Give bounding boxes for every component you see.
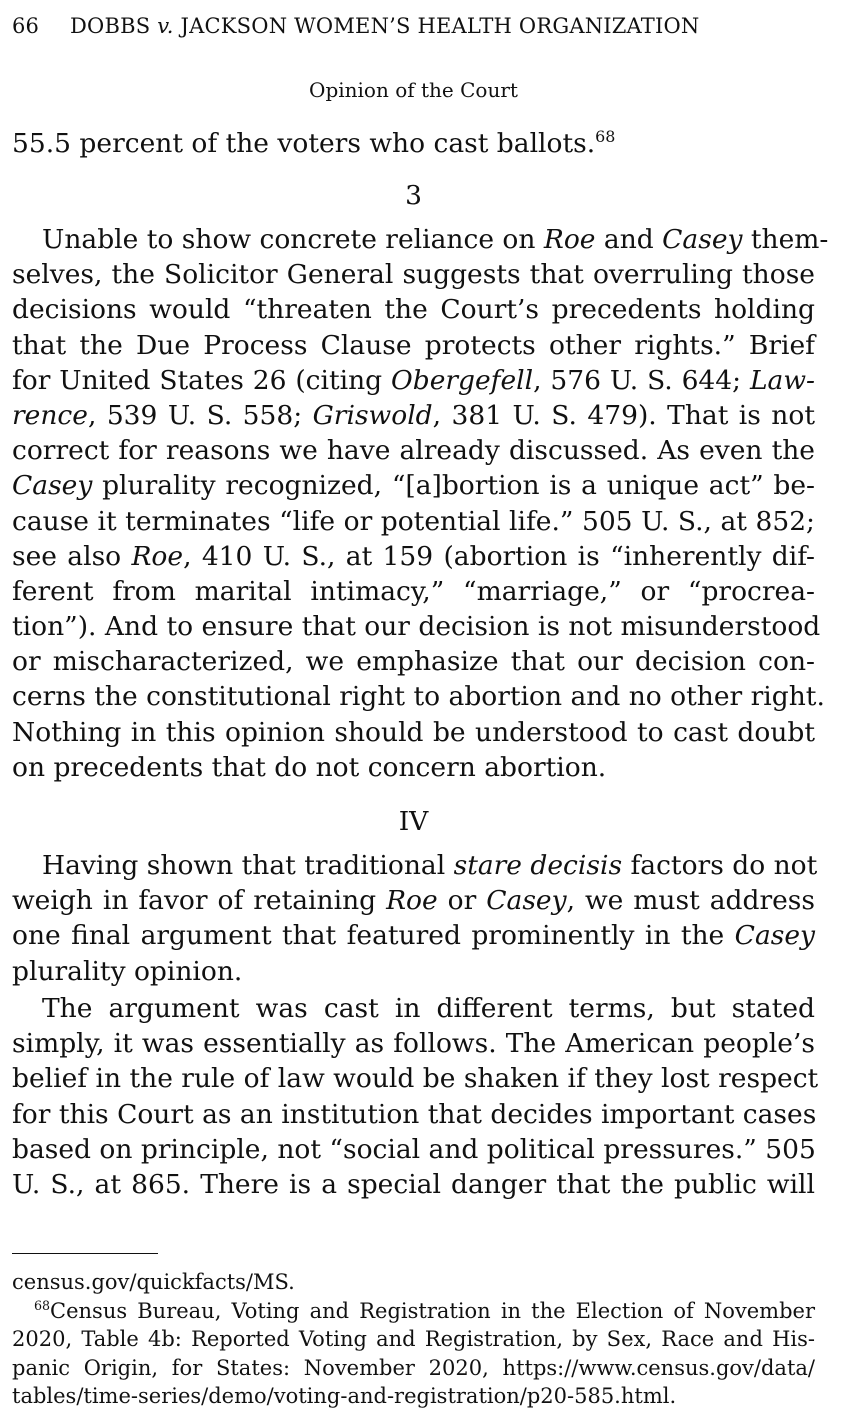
para1-line-4: that the Due Process Clause protects other rights.” Brief: [12, 329, 815, 361]
text: , we must address: [566, 885, 815, 917]
footnote-ref-68: 68: [595, 127, 616, 147]
paragraph-stare-decisis: [12, 848, 818, 989]
para1-line-11: ferent from marital intimacy,” “marriage,” or “procrea-: [12, 575, 815, 607]
para1-line-15: Nothing in this opinion should be understood to cast doubt: [12, 716, 815, 748]
para1-line-8: [12, 468, 815, 503]
text: factors do not: [622, 850, 818, 881]
para1-line-3: decisions would “threaten the Court’s precedents holding: [12, 294, 815, 326]
case-citation: Obergefell: [391, 364, 534, 396]
opinion-subtitle: Opinion of the Court: [309, 78, 518, 102]
case-citation: Casey: [12, 470, 93, 502]
footnote-68-line-4: tables/time-series/demo/voting-and-registration/p20-585.html.: [12, 1384, 677, 1409]
intro-text: 55.5 percent of the voters who cast ballots.: [12, 128, 596, 159]
case-citation: Roe: [131, 540, 184, 572]
case-citation: Law-: [749, 364, 815, 396]
case-citation: rence: [12, 399, 88, 431]
para2-line-3: [12, 918, 815, 953]
para1-line-2: selves, the Solicitor General suggests that overruling those: [12, 259, 815, 291]
page-number: 66: [12, 14, 40, 38]
para2-line-4: plurality opinion.: [12, 955, 243, 987]
para1-line-6: [12, 398, 815, 433]
para1-line-9: cause it terminates “life or potential life.” 505 U. S., at 852;: [12, 505, 815, 537]
text: for United States 26 (citing: [12, 364, 391, 396]
case-citation: Casey: [662, 224, 743, 255]
para2-line-2: [12, 883, 815, 918]
paragraph-argument: [12, 991, 819, 1202]
text: , 410 U. S., at 159 (abortion is “inherently dif-: [183, 540, 816, 572]
para1-line-1: [12, 222, 829, 257]
section-heading-IV: IV: [398, 806, 429, 837]
text: , 381 U. S. 479). That is not: [432, 399, 815, 431]
case-citation: Casey: [734, 920, 815, 952]
text: or: [437, 885, 487, 917]
text: them-: [742, 224, 829, 255]
para3-line-4: for this Court as an institution that decides important cases: [12, 1098, 817, 1130]
text: one final argument that featured prominently in the: [12, 920, 735, 952]
case-citation: Casey: [486, 885, 567, 917]
text: , 539 U. S. 558;: [87, 399, 313, 431]
para1-line-16: on precedents that do not concern abortion.: [12, 751, 607, 783]
para3-line-2: simply, it was essentially as follows. The American people’s: [12, 1028, 815, 1060]
case-citation: Roe: [543, 224, 596, 255]
text: and: [595, 224, 663, 255]
para1-line-14: cerns the constitutional right to abortion and no other right.: [12, 681, 825, 713]
para1-line-10: [12, 539, 815, 574]
text: weigh in favor of retaining: [12, 885, 387, 917]
running-header: [12, 14, 815, 38]
footnote-68-line-3: panic Origin, for States: November 2020, https://www.census.gov/data/: [12, 1355, 815, 1380]
para3-line-3: belief in the rule of law would be shaken if they lost respect: [12, 1063, 819, 1095]
para1-line-7: correct for reasons we have already discussed. As even the: [12, 435, 815, 467]
section-heading-3: 3: [405, 180, 422, 211]
para1-line-13: or mischaracterized, we emphasize that our decision con-: [12, 646, 815, 678]
footnotes: [12, 1268, 815, 1411]
paragraph-reliance: [12, 222, 829, 785]
text: Unable to show concrete reliance on: [42, 224, 544, 255]
footnote-68-line-2: 2020, Table 4b: Reported Voting and Registration, by Sex, Race and His-: [12, 1327, 815, 1352]
para2-line-1: [12, 848, 818, 883]
case-name-part1: DOBBS: [70, 14, 151, 38]
para3-line-5: based on principle, not “social and political pressures.” 505: [12, 1133, 816, 1165]
latin-term: stare decisis: [453, 850, 623, 881]
text: Census Bureau, Voting and Registration in the Election of November: [50, 1298, 815, 1323]
para3-line-6: U. S., at 865. There is a special danger that the public will: [12, 1168, 815, 1200]
case-citation: Griswold: [312, 399, 433, 431]
para1-line-12: tion”). And to ensure that our decision is not misunderstood: [12, 611, 821, 643]
intro-text-line: [12, 126, 815, 161]
case-name-part2: JACKSON WOMEN’S HEALTH ORGANIZATION: [180, 14, 700, 38]
footnote-continued: census.gov/quickfacts/MS.: [12, 1270, 295, 1294]
text: Having shown that traditional: [42, 850, 454, 881]
footnote-separator: [12, 1253, 158, 1254]
text: see also: [12, 540, 132, 572]
intro-line: [12, 126, 815, 161]
case-name-v: v.: [157, 14, 174, 38]
text: plurality recognized, “[a]bortion is a unique act” be-: [92, 470, 815, 502]
para1-line-5: [12, 363, 815, 398]
case-citation: Roe: [386, 885, 438, 917]
text: , 576 U. S. 644;: [533, 364, 750, 396]
para3-line-1: The argument was cast in different terms, but stated: [42, 993, 815, 1024]
footnote-68-line-1: [12, 1297, 815, 1326]
case-name: [70, 14, 699, 38]
footnote-68-marker: 68: [34, 1297, 51, 1313]
